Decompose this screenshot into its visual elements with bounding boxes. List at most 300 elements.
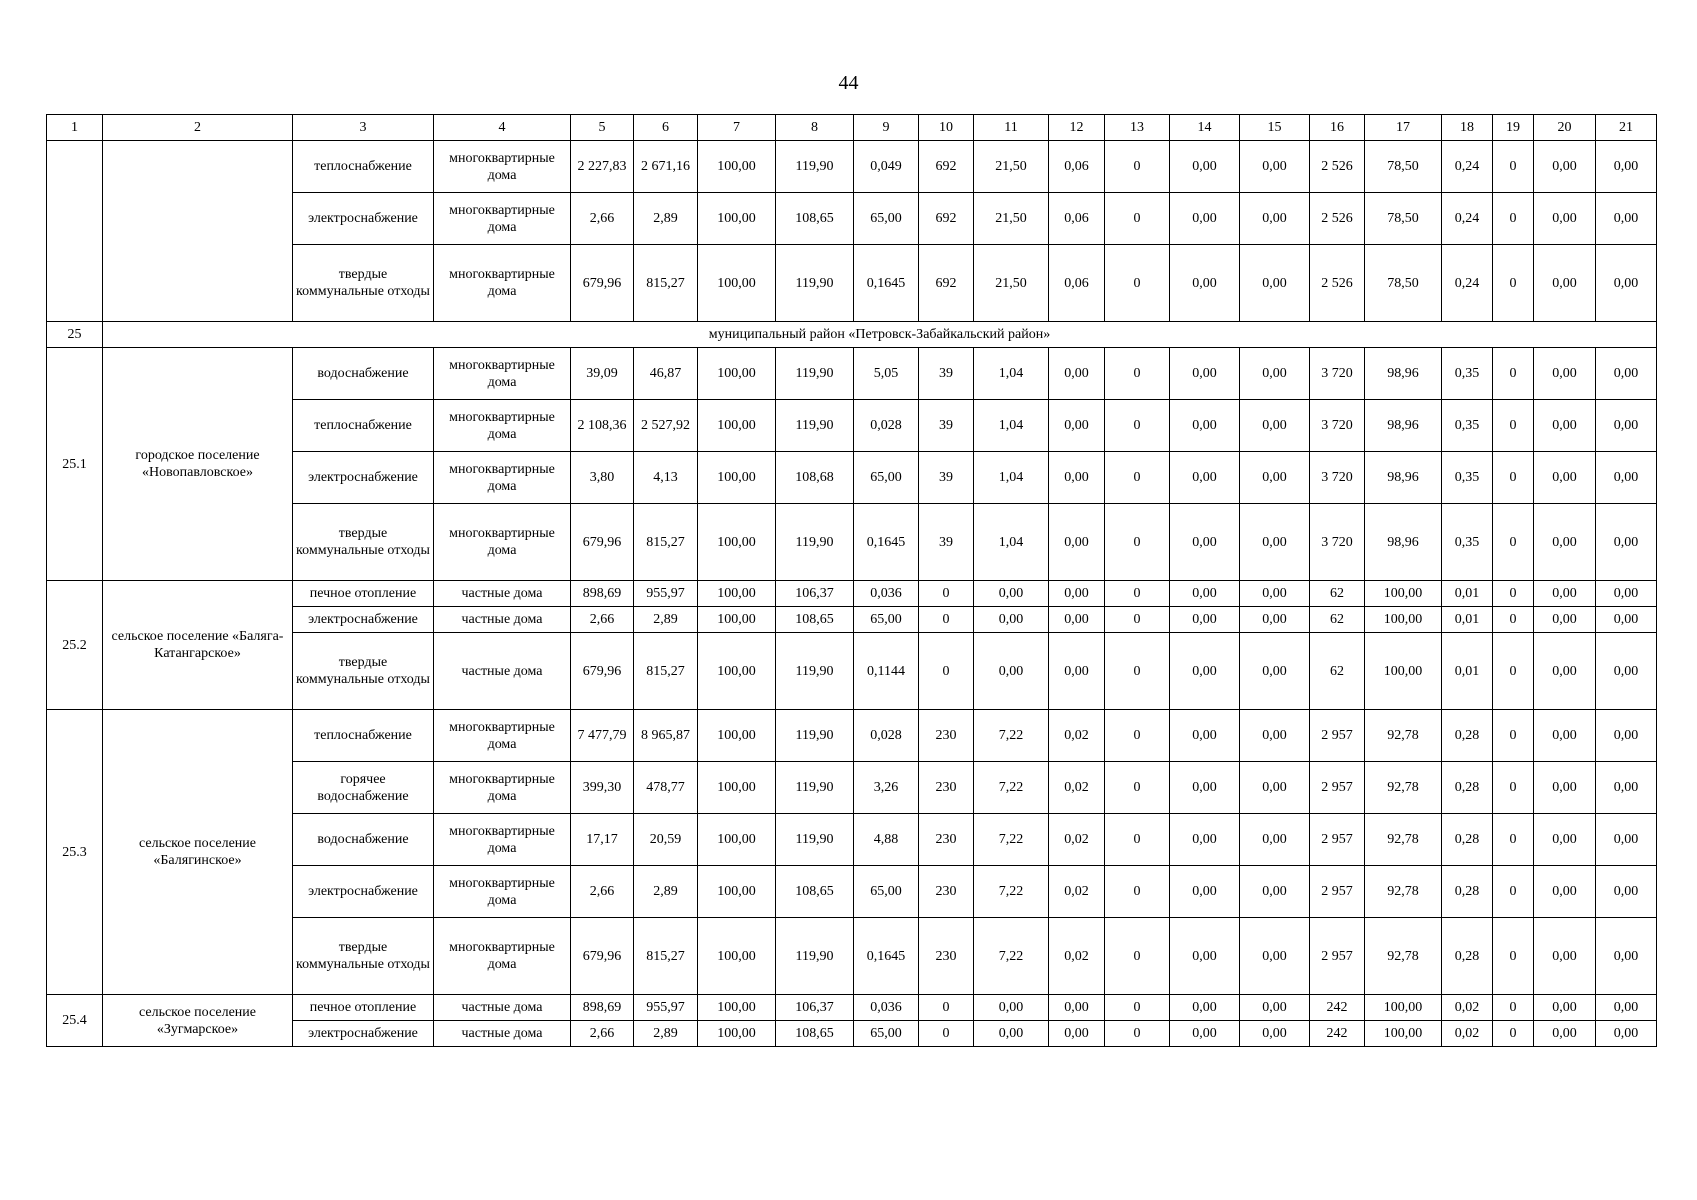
value-cell: 17,17 xyxy=(571,814,634,866)
value-cell: 0,06 xyxy=(1049,193,1105,245)
value-cell: 39 xyxy=(919,504,974,581)
value-cell: 7,22 xyxy=(974,866,1049,918)
value-cell: 0 xyxy=(1493,504,1534,581)
value-cell: 0,00 xyxy=(1596,400,1657,452)
value-cell: 0,00 xyxy=(1240,1021,1310,1047)
value-cell: 106,37 xyxy=(776,995,854,1021)
value-cell: 7,22 xyxy=(974,918,1049,995)
value-cell: 0 xyxy=(1105,400,1170,452)
value-cell: 230 xyxy=(919,866,974,918)
value-cell: 92,78 xyxy=(1365,918,1442,995)
value-cell: 0,00 xyxy=(1240,866,1310,918)
value-cell: 0,00 xyxy=(1170,762,1240,814)
value-cell: 98,96 xyxy=(1365,452,1442,504)
value-cell: 0,00 xyxy=(1240,762,1310,814)
value-cell: 399,30 xyxy=(571,762,634,814)
value-cell: 0,00 xyxy=(1596,918,1657,995)
value-cell: 679,96 xyxy=(571,918,634,995)
value-cell: 692 xyxy=(919,141,974,193)
value-cell: 0,00 xyxy=(974,633,1049,710)
value-cell: 0 xyxy=(1493,245,1534,322)
value-cell: 0,00 xyxy=(1049,633,1105,710)
value-cell: 242 xyxy=(1310,995,1365,1021)
value-cell: 62 xyxy=(1310,633,1365,710)
value-cell: 242 xyxy=(1310,1021,1365,1047)
value-cell: 0,06 xyxy=(1049,245,1105,322)
value-cell: 21,50 xyxy=(974,141,1049,193)
housing-type: частные дома xyxy=(434,995,571,1021)
value-cell: 0 xyxy=(1105,504,1170,581)
value-cell: 0,00 xyxy=(1596,504,1657,581)
value-cell: 0,01 xyxy=(1442,581,1493,607)
value-cell: 100,00 xyxy=(698,866,776,918)
table-row xyxy=(47,995,1657,1021)
value-cell: 0,28 xyxy=(1442,918,1493,995)
value-cell: 5,05 xyxy=(854,348,919,400)
value-cell: 100,00 xyxy=(1365,581,1442,607)
value-cell: 0,049 xyxy=(854,141,919,193)
value-cell: 2,89 xyxy=(634,1021,698,1047)
value-cell: 0,00 xyxy=(1170,995,1240,1021)
value-cell: 0,1645 xyxy=(854,504,919,581)
value-cell: 1,04 xyxy=(974,348,1049,400)
value-cell: 1,04 xyxy=(974,504,1049,581)
value-cell: 20,59 xyxy=(634,814,698,866)
value-cell: 119,90 xyxy=(776,918,854,995)
value-cell: 0,00 xyxy=(1170,245,1240,322)
value-cell: 0,00 xyxy=(1596,245,1657,322)
service-type: твердые коммунальные отходы xyxy=(293,633,434,710)
value-cell: 0,00 xyxy=(1596,1021,1657,1047)
column-header: 13 xyxy=(1105,115,1170,141)
value-cell: 955,97 xyxy=(634,581,698,607)
housing-type: многоквартирные дома xyxy=(434,710,571,762)
settlement-name: городское поселение «Новопавловское» xyxy=(103,348,293,581)
service-type: электроснабжение xyxy=(293,193,434,245)
value-cell: 0,00 xyxy=(1596,710,1657,762)
value-cell: 0 xyxy=(1493,710,1534,762)
table-body xyxy=(47,115,1657,1047)
value-cell: 2 671,16 xyxy=(634,141,698,193)
value-cell: 679,96 xyxy=(571,245,634,322)
value-cell: 0 xyxy=(1493,607,1534,633)
value-cell: 0,00 xyxy=(1534,710,1596,762)
value-cell: 898,69 xyxy=(571,581,634,607)
value-cell: 0,00 xyxy=(1534,452,1596,504)
value-cell: 98,96 xyxy=(1365,504,1442,581)
column-header: 21 xyxy=(1596,115,1657,141)
service-type: водоснабжение xyxy=(293,814,434,866)
value-cell: 0,35 xyxy=(1442,452,1493,504)
value-cell: 478,77 xyxy=(634,762,698,814)
housing-type: многоквартирные дома xyxy=(434,245,571,322)
value-cell: 2 526 xyxy=(1310,193,1365,245)
value-cell: 0,00 xyxy=(1240,918,1310,995)
value-cell: 0,00 xyxy=(1596,193,1657,245)
table-row xyxy=(47,141,1657,193)
settlement-name: сельское поселение «Балягинское» xyxy=(103,710,293,995)
value-cell: 100,00 xyxy=(698,633,776,710)
value-cell: 119,90 xyxy=(776,348,854,400)
housing-type: многоквартирные дома xyxy=(434,866,571,918)
value-cell: 7,22 xyxy=(974,762,1049,814)
housing-type: многоквартирные дома xyxy=(434,348,571,400)
value-cell: 39 xyxy=(919,400,974,452)
column-header: 16 xyxy=(1310,115,1365,141)
value-cell: 0,02 xyxy=(1049,918,1105,995)
value-cell: 1,04 xyxy=(974,400,1049,452)
value-cell: 0,00 xyxy=(1596,452,1657,504)
value-cell: 0,02 xyxy=(1049,710,1105,762)
value-cell: 0,01 xyxy=(1442,633,1493,710)
value-cell: 0,036 xyxy=(854,581,919,607)
value-cell: 0,00 xyxy=(1049,581,1105,607)
value-cell: 0 xyxy=(1493,400,1534,452)
value-cell: 0,00 xyxy=(1049,1021,1105,1047)
service-type: теплоснабжение xyxy=(293,400,434,452)
value-cell: 0,00 xyxy=(1170,814,1240,866)
value-cell: 0,00 xyxy=(1240,504,1310,581)
value-cell: 0,1645 xyxy=(854,245,919,322)
value-cell: 0,00 xyxy=(1240,581,1310,607)
value-cell: 119,90 xyxy=(776,245,854,322)
value-cell: 0,00 xyxy=(1240,452,1310,504)
table-row xyxy=(47,710,1657,762)
settlement-number: 25.3 xyxy=(47,710,103,995)
value-cell: 692 xyxy=(919,245,974,322)
value-cell: 0,00 xyxy=(1170,710,1240,762)
value-cell: 65,00 xyxy=(854,607,919,633)
value-cell: 2 957 xyxy=(1310,866,1365,918)
housing-type: многоквартирные дома xyxy=(434,762,571,814)
value-cell: 92,78 xyxy=(1365,710,1442,762)
value-cell: 815,27 xyxy=(634,633,698,710)
value-cell: 0,00 xyxy=(1240,710,1310,762)
service-type: теплоснабжение xyxy=(293,141,434,193)
value-cell: 0,00 xyxy=(1596,607,1657,633)
column-header: 7 xyxy=(698,115,776,141)
header-row xyxy=(47,115,1657,141)
value-cell: 100,00 xyxy=(698,452,776,504)
value-cell: 2,66 xyxy=(571,1021,634,1047)
value-cell: 0 xyxy=(1493,581,1534,607)
value-cell: 0 xyxy=(1105,866,1170,918)
value-cell: 0 xyxy=(1105,607,1170,633)
value-cell: 0,00 xyxy=(1596,633,1657,710)
value-cell: 0,00 xyxy=(1049,348,1105,400)
value-cell: 230 xyxy=(919,918,974,995)
value-cell: 3 720 xyxy=(1310,348,1365,400)
value-cell: 0,06 xyxy=(1049,141,1105,193)
value-cell: 0,00 xyxy=(1170,193,1240,245)
service-type: электроснабжение xyxy=(293,1021,434,1047)
value-cell: 0 xyxy=(919,1021,974,1047)
value-cell: 7,22 xyxy=(974,814,1049,866)
value-cell: 815,27 xyxy=(634,245,698,322)
value-cell: 230 xyxy=(919,814,974,866)
value-cell: 65,00 xyxy=(854,452,919,504)
value-cell: 2 526 xyxy=(1310,245,1365,322)
value-cell: 0,00 xyxy=(1240,400,1310,452)
value-cell: 21,50 xyxy=(974,193,1049,245)
region-number: 25 xyxy=(47,322,103,348)
value-cell: 0 xyxy=(1105,710,1170,762)
housing-type: многоквартирные дома xyxy=(434,918,571,995)
value-cell: 46,87 xyxy=(634,348,698,400)
value-cell: 0,00 xyxy=(1596,814,1657,866)
settlement-name: сельское поселение «Баляга-Катангарское» xyxy=(103,581,293,710)
value-cell: 3 720 xyxy=(1310,504,1365,581)
value-cell: 230 xyxy=(919,762,974,814)
value-cell: 898,69 xyxy=(571,995,634,1021)
column-header: 3 xyxy=(293,115,434,141)
housing-type: частные дома xyxy=(434,633,571,710)
value-cell: 0,00 xyxy=(1049,995,1105,1021)
value-cell: 0,00 xyxy=(1170,504,1240,581)
value-cell: 0,1144 xyxy=(854,633,919,710)
settlement-name: сельское поселение «Зугмарское» xyxy=(103,995,293,1047)
value-cell: 0,28 xyxy=(1442,762,1493,814)
value-cell: 0,00 xyxy=(1534,814,1596,866)
value-cell: 2 957 xyxy=(1310,918,1365,995)
value-cell: 0,01 xyxy=(1442,607,1493,633)
value-cell: 0,00 xyxy=(1240,814,1310,866)
column-header: 1 xyxy=(47,115,103,141)
value-cell: 0 xyxy=(1105,141,1170,193)
value-cell: 0 xyxy=(1105,193,1170,245)
value-cell: 0,00 xyxy=(1170,348,1240,400)
value-cell: 0,00 xyxy=(1170,581,1240,607)
housing-type: многоквартирные дома xyxy=(434,400,571,452)
value-cell: 0 xyxy=(1105,762,1170,814)
value-cell: 7 477,79 xyxy=(571,710,634,762)
column-header: 17 xyxy=(1365,115,1442,141)
value-cell: 0,00 xyxy=(1596,581,1657,607)
value-cell: 0,35 xyxy=(1442,348,1493,400)
value-cell: 119,90 xyxy=(776,141,854,193)
service-type: печное отопление xyxy=(293,995,434,1021)
value-cell: 2 227,83 xyxy=(571,141,634,193)
value-cell: 2 526 xyxy=(1310,141,1365,193)
value-cell: 100,00 xyxy=(698,607,776,633)
settlement-number xyxy=(47,141,103,322)
value-cell: 100,00 xyxy=(1365,995,1442,1021)
value-cell: 0 xyxy=(1493,918,1534,995)
value-cell: 0,00 xyxy=(1534,762,1596,814)
column-header: 15 xyxy=(1240,115,1310,141)
value-cell: 0,00 xyxy=(1534,245,1596,322)
value-cell: 0,00 xyxy=(1534,633,1596,710)
service-type: теплоснабжение xyxy=(293,710,434,762)
value-cell: 0,00 xyxy=(1240,633,1310,710)
value-cell: 119,90 xyxy=(776,633,854,710)
value-cell: 0,00 xyxy=(1534,504,1596,581)
value-cell: 0,24 xyxy=(1442,245,1493,322)
value-cell: 108,68 xyxy=(776,452,854,504)
value-cell: 0 xyxy=(1493,762,1534,814)
value-cell: 108,65 xyxy=(776,607,854,633)
value-cell: 100,00 xyxy=(698,762,776,814)
value-cell: 0,02 xyxy=(1442,1021,1493,1047)
value-cell: 0 xyxy=(1105,814,1170,866)
value-cell: 692 xyxy=(919,193,974,245)
value-cell: 92,78 xyxy=(1365,762,1442,814)
value-cell: 92,78 xyxy=(1365,866,1442,918)
value-cell: 0 xyxy=(1105,581,1170,607)
service-type: водоснабжение xyxy=(293,348,434,400)
service-type: электроснабжение xyxy=(293,607,434,633)
value-cell: 0,00 xyxy=(1240,348,1310,400)
column-header: 14 xyxy=(1170,115,1240,141)
value-cell: 0,24 xyxy=(1442,193,1493,245)
region-row xyxy=(47,322,1657,348)
value-cell: 2,66 xyxy=(571,866,634,918)
value-cell: 78,50 xyxy=(1365,245,1442,322)
value-cell: 0,02 xyxy=(1049,762,1105,814)
column-header: 12 xyxy=(1049,115,1105,141)
service-type: электроснабжение xyxy=(293,452,434,504)
value-cell: 119,90 xyxy=(776,710,854,762)
value-cell: 39 xyxy=(919,348,974,400)
value-cell: 2 957 xyxy=(1310,710,1365,762)
value-cell: 100,00 xyxy=(1365,633,1442,710)
value-cell: 2,89 xyxy=(634,866,698,918)
table-row xyxy=(47,581,1657,607)
value-cell: 100,00 xyxy=(698,710,776,762)
table-row xyxy=(47,348,1657,400)
column-header: 9 xyxy=(854,115,919,141)
column-header: 5 xyxy=(571,115,634,141)
value-cell: 119,90 xyxy=(776,504,854,581)
value-cell: 679,96 xyxy=(571,504,634,581)
value-cell: 0 xyxy=(1493,141,1534,193)
value-cell: 0,02 xyxy=(1442,995,1493,1021)
value-cell: 8 965,87 xyxy=(634,710,698,762)
value-cell: 0,00 xyxy=(1170,607,1240,633)
column-header: 10 xyxy=(919,115,974,141)
value-cell: 815,27 xyxy=(634,504,698,581)
value-cell: 100,00 xyxy=(1365,607,1442,633)
value-cell: 0,00 xyxy=(1049,400,1105,452)
value-cell: 100,00 xyxy=(698,245,776,322)
value-cell: 0 xyxy=(919,995,974,1021)
column-header: 2 xyxy=(103,115,293,141)
value-cell: 0,00 xyxy=(1534,400,1596,452)
value-cell: 0 xyxy=(919,607,974,633)
value-cell: 100,00 xyxy=(698,814,776,866)
value-cell: 62 xyxy=(1310,581,1365,607)
value-cell: 679,96 xyxy=(571,633,634,710)
value-cell: 119,90 xyxy=(776,814,854,866)
value-cell: 119,90 xyxy=(776,762,854,814)
value-cell: 39 xyxy=(919,452,974,504)
value-cell: 0,02 xyxy=(1049,814,1105,866)
service-type: электроснабжение xyxy=(293,866,434,918)
column-header: 18 xyxy=(1442,115,1493,141)
settlement-number: 25.2 xyxy=(47,581,103,710)
value-cell: 955,97 xyxy=(634,995,698,1021)
value-cell: 0,28 xyxy=(1442,710,1493,762)
value-cell: 7,22 xyxy=(974,710,1049,762)
value-cell: 119,90 xyxy=(776,400,854,452)
value-cell: 0,35 xyxy=(1442,504,1493,581)
value-cell: 0,00 xyxy=(1240,995,1310,1021)
value-cell: 62 xyxy=(1310,607,1365,633)
settlement-number: 25.1 xyxy=(47,348,103,581)
value-cell: 2,66 xyxy=(571,193,634,245)
value-cell: 108,65 xyxy=(776,866,854,918)
value-cell: 100,00 xyxy=(698,348,776,400)
value-cell: 0,00 xyxy=(1534,607,1596,633)
value-cell: 0,00 xyxy=(1240,141,1310,193)
service-type: печное отопление xyxy=(293,581,434,607)
housing-type: многоквартирные дома xyxy=(434,141,571,193)
value-cell: 100,00 xyxy=(698,581,776,607)
value-cell: 100,00 xyxy=(698,1021,776,1047)
value-cell: 0,00 xyxy=(1596,348,1657,400)
value-cell: 0 xyxy=(1105,918,1170,995)
value-cell: 0 xyxy=(1105,1021,1170,1047)
value-cell: 98,96 xyxy=(1365,348,1442,400)
value-cell: 0,00 xyxy=(1534,581,1596,607)
housing-type: частные дома xyxy=(434,1021,571,1047)
column-header: 4 xyxy=(434,115,571,141)
value-cell: 0,00 xyxy=(1240,193,1310,245)
value-cell: 106,37 xyxy=(776,581,854,607)
value-cell: 0,00 xyxy=(1534,866,1596,918)
value-cell: 0,35 xyxy=(1442,400,1493,452)
value-cell: 0,00 xyxy=(1049,504,1105,581)
value-cell: 100,00 xyxy=(698,504,776,581)
value-cell: 0,00 xyxy=(1534,348,1596,400)
value-cell: 108,65 xyxy=(776,193,854,245)
value-cell: 0,028 xyxy=(854,400,919,452)
value-cell: 100,00 xyxy=(698,141,776,193)
value-cell: 65,00 xyxy=(854,866,919,918)
column-header: 8 xyxy=(776,115,854,141)
value-cell: 0,00 xyxy=(1596,866,1657,918)
value-cell: 0,00 xyxy=(1596,995,1657,1021)
value-cell: 0,00 xyxy=(1596,141,1657,193)
value-cell: 0,00 xyxy=(1596,762,1657,814)
value-cell: 0,28 xyxy=(1442,866,1493,918)
housing-type: частные дома xyxy=(434,581,571,607)
value-cell: 0,00 xyxy=(1170,400,1240,452)
value-cell: 100,00 xyxy=(1365,1021,1442,1047)
value-cell: 0,00 xyxy=(1534,193,1596,245)
value-cell: 0,00 xyxy=(974,581,1049,607)
value-cell: 0 xyxy=(1105,245,1170,322)
value-cell: 0,00 xyxy=(1240,245,1310,322)
value-cell: 0,028 xyxy=(854,710,919,762)
value-cell: 0,00 xyxy=(1170,141,1240,193)
value-cell: 4,13 xyxy=(634,452,698,504)
column-header: 6 xyxy=(634,115,698,141)
value-cell: 4,88 xyxy=(854,814,919,866)
column-header: 19 xyxy=(1493,115,1534,141)
housing-type: многоквартирные дома xyxy=(434,452,571,504)
value-cell: 2 957 xyxy=(1310,762,1365,814)
value-cell: 2 108,36 xyxy=(571,400,634,452)
value-cell: 3,26 xyxy=(854,762,919,814)
housing-type: многоквартирные дома xyxy=(434,193,571,245)
value-cell: 230 xyxy=(919,710,974,762)
value-cell: 21,50 xyxy=(974,245,1049,322)
value-cell: 0,00 xyxy=(1534,995,1596,1021)
service-type: горячее водоснабжение xyxy=(293,762,434,814)
value-cell: 0,036 xyxy=(854,995,919,1021)
value-cell: 0 xyxy=(1493,633,1534,710)
